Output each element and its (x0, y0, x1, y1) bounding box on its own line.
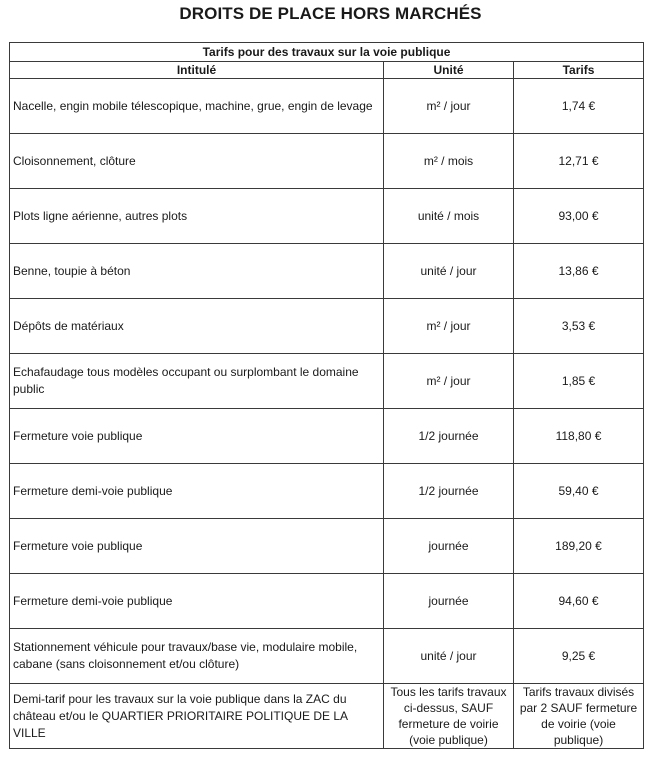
row-unite: m² / jour (384, 299, 514, 354)
row-unite: journée (384, 519, 514, 574)
row-intitule: Plots ligne aérienne, autres plots (10, 189, 384, 244)
row-tarif: 1,74 € (514, 79, 644, 134)
row-unite: Tous les tarifs travaux ci-dessus, SAUF fermeture de voirie (voie publique) (384, 684, 514, 749)
row-tarif: 118,80 € (514, 409, 644, 464)
row-intitule: Dépôts de matériaux (10, 299, 384, 354)
page-title: DROITS DE PLACE HORS MARCHÉS (179, 4, 482, 23)
table-row (10, 574, 644, 629)
row-intitule: Cloisonnement, clôture (10, 134, 384, 189)
row-unite: m² / mois (384, 134, 514, 189)
header-tarifs: Tarifs (514, 62, 644, 79)
row-tarif: 93,00 € (514, 189, 644, 244)
table-row (10, 79, 644, 134)
row-tarif: 94,60 € (514, 574, 644, 629)
table-row (10, 409, 644, 464)
row-tarif: 59,40 € (514, 464, 644, 519)
row-unite: 1/2 journée (384, 464, 514, 519)
row-unite: m² / jour (384, 354, 514, 409)
row-tarif: 3,53 € (514, 299, 644, 354)
row-intitule: Nacelle, engin mobile télescopique, machine, grue, engin de levage (10, 79, 384, 134)
row-intitule: Fermeture voie publique (10, 519, 384, 574)
row-tarif: Tarifs travaux divisés par 2 SAUF fermeture de voirie (voie publique) (514, 684, 644, 749)
tariff-table (9, 42, 644, 749)
row-unite: m² / jour (384, 79, 514, 134)
row-intitule: Fermeture voie publique (10, 409, 384, 464)
row-intitule: Demi-tarif pour les travaux sur la voie publique dans la ZAC du château et/ou le QUARTIER PRIORITAIRE POLITIQUE DE LA VILLE (10, 684, 384, 749)
row-tarif: 1,85 € (514, 354, 644, 409)
row-tarif: 13,86 € (514, 244, 644, 299)
row-unite: 1/2 journée (384, 409, 514, 464)
row-unite: unité / mois (384, 189, 514, 244)
table-row (10, 244, 644, 299)
row-intitule: Benne, toupie à béton (10, 244, 384, 299)
row-intitule: Fermeture demi-voie publique (10, 574, 384, 629)
table-row (10, 684, 644, 749)
table-row (10, 629, 644, 684)
row-unite: journée (384, 574, 514, 629)
row-unite: unité / jour (384, 629, 514, 684)
table-row (10, 299, 644, 354)
table-row (10, 189, 644, 244)
header-unite: Unité (384, 62, 514, 79)
row-tarif: 189,20 € (514, 519, 644, 574)
row-intitule: Fermeture demi-voie publique (10, 464, 384, 519)
row-tarif: 12,71 € (514, 134, 644, 189)
row-intitule: Echafaudage tous modèles occupant ou surplombant le domaine public (10, 354, 384, 409)
table-row (10, 134, 644, 189)
row-unite: unité / jour (384, 244, 514, 299)
row-tarif: 9,25 € (514, 629, 644, 684)
table-row (10, 519, 644, 574)
table-caption: Tarifs pour des travaux sur la voie publique (10, 43, 644, 62)
row-intitule: Stationnement véhicule pour travaux/base vie, modulaire mobile, cabane (sans cloisonnement et/ou clôture) (10, 629, 384, 684)
table-row (10, 464, 644, 519)
header-intitule: Intitulé (10, 62, 384, 79)
table-row (10, 354, 644, 409)
